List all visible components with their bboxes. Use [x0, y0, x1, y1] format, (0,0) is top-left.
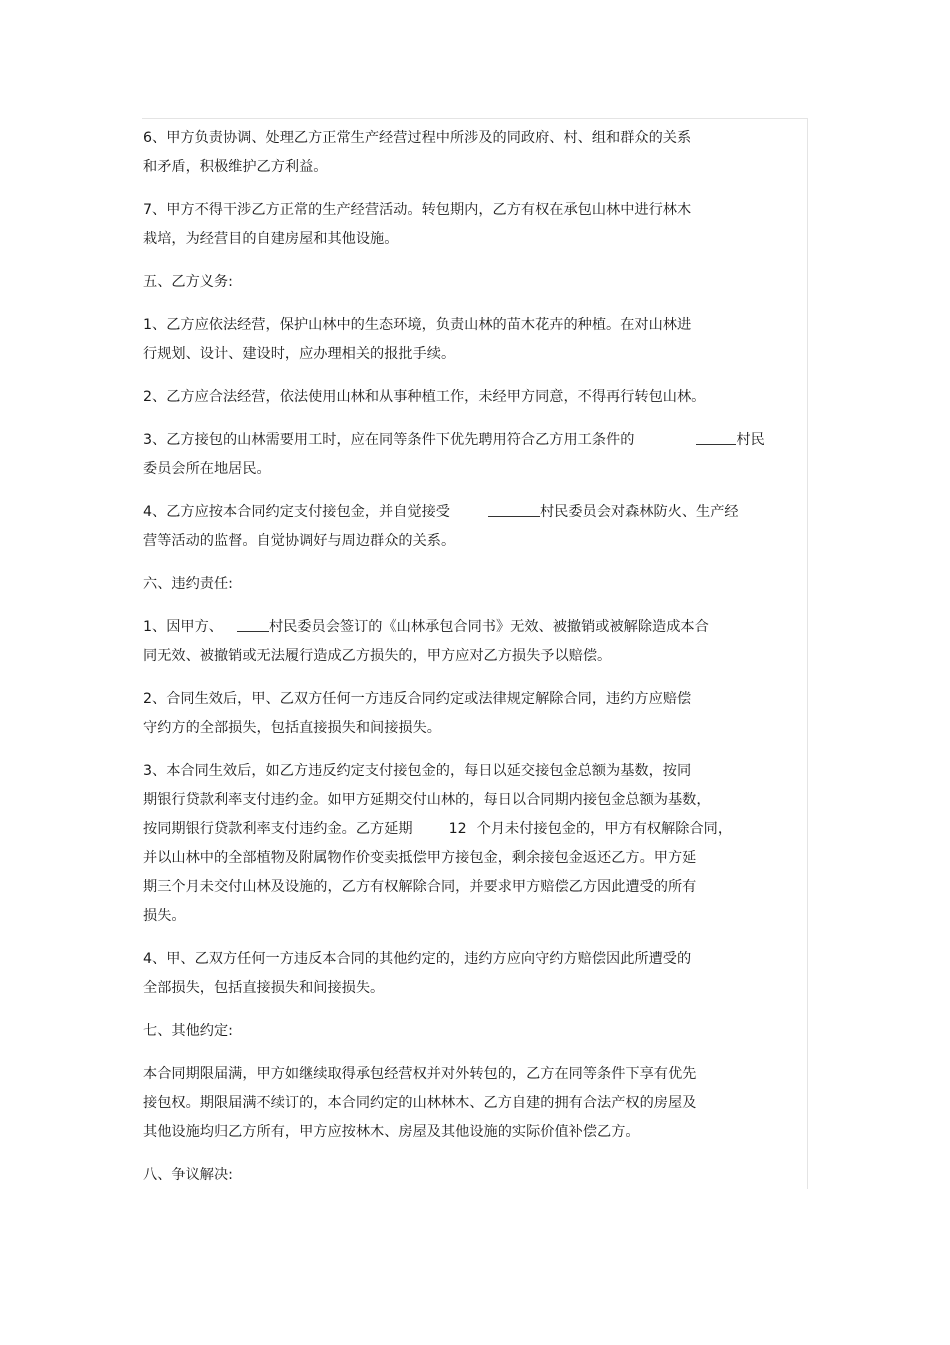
text-line: 损失。 [143, 908, 186, 924]
text-line [143, 815, 803, 844]
text-line: 委员会所在地居民。 [143, 461, 271, 477]
text-line: 7、甲方不得干涉乙方正常的生产经营活动。转包期内，乙方有权在承包山林中进行林木 [143, 202, 692, 218]
text-fragment: 4、乙方应按本合同约定支付接包金，并自觉接受 [143, 504, 450, 520]
section-heading-dispute-resolution: 八、争议解决: [143, 1167, 233, 1183]
text-fragment: 1、因甲方、 [143, 619, 223, 635]
document-body [143, 124, 803, 1204]
text-line [143, 613, 803, 642]
liability-4 [143, 945, 803, 1003]
text-line: 期银行贷款利率支付违约金。如甲方延期交付山林的，每日以合同期内接包金总额为基数， [143, 792, 711, 808]
text-line: 1、乙方应依法经营，保护山林中的生态环境，负责山林的苗木花卉的种植。在对山林进 [143, 317, 692, 333]
text-line: 守约方的全部损失，包括直接损失和间接损失。 [143, 720, 441, 736]
text-line: 同无效、被撤销或无法履行造成乙方损失的，甲方应对乙方损失予以赔偿。 [143, 648, 612, 664]
clause-6 [143, 124, 803, 182]
text-line: 本合同期限届满，甲方如继续取得承包经营权并对外转包的，乙方在同等条件下享有优先 [143, 1066, 697, 1082]
blank-underline [696, 429, 736, 445]
section-heading-party-b-obligations: 五、乙方义务: [143, 274, 233, 290]
section-heading-liability: 六、违约责任: [143, 576, 233, 592]
liability-3 [143, 757, 803, 931]
text-fragment: 个月未付接包金的，甲方有权解除合同， [476, 821, 733, 837]
text-line: 和矛盾，积极维护乙方利益。 [143, 159, 328, 175]
obligation-2 [143, 383, 803, 412]
blank-underline [488, 501, 540, 517]
text-line: 营等活动的监督。自觉协调好与周边群众的关系。 [143, 533, 456, 549]
text-line: 栽培，为经营目的自建房屋和其他设施。 [143, 231, 399, 247]
text-line: 全部损失，包括直接损失和间接损失。 [143, 980, 385, 996]
text-line: 并以山林中的全部植物及附属物作价变卖抵偿甲方接包金，剩余接包金返还乙方。甲方延 [143, 850, 697, 866]
text-line: 6、甲方负责协调、处理乙方正常生产经营过程中所涉及的同政府、村、组和群众的关系 [143, 130, 692, 146]
text-line: 行规划、设计、建设时，应办理相关的报批手续。 [143, 346, 456, 362]
text-line [143, 426, 803, 455]
section-heading-other-terms: 七、其他约定: [143, 1023, 233, 1039]
obligation-4 [143, 498, 803, 556]
months-number: 12 [448, 821, 467, 837]
text-line: 2、乙方应合法经营，依法使用山林和从事种植工作，未经甲方同意，不得再行转包山林。 [143, 389, 706, 405]
text-line: 4、甲、乙双方任何一方违反本合同的其他约定的，违约方应向守约方赔偿因此所遭受的 [143, 951, 692, 967]
text-line: 其他设施均归乙方所有，甲方应按林木、房屋及其他设施的实际价值补偿乙方。 [143, 1124, 640, 1140]
text-fragment: 村民委员会对森林防火、生产经 [539, 504, 739, 520]
blank-underline [237, 616, 269, 632]
liability-1 [143, 613, 803, 671]
text-fragment: 村民委员会签订的《山林承包合同书》无效、被撤销或被解除造成本合 [268, 619, 709, 635]
text-fragment: 按同期银行贷款利率支付违约金。乙方延期 [143, 821, 413, 837]
other-terms-body [143, 1060, 803, 1147]
text-fragment: 3、乙方接包的山林需要用工时，应在同等条件下优先聘用符合乙方用工条件的 [143, 432, 635, 448]
text-fragment: 村民 [736, 432, 765, 448]
text-line: 3、本合同生效后，如乙方违反约定支付接包金的，每日以延交接包金总额为基数，按同 [143, 763, 692, 779]
liability-2 [143, 685, 803, 743]
text-line: 2、合同生效后，甲、乙双方任何一方违反合同约定或法律规定解除合同，违约方应赔偿 [143, 691, 692, 707]
obligation-3 [143, 426, 803, 484]
text-line [143, 498, 803, 527]
text-line: 接包权。期限届满不续订的，本合同约定的山林林木、乙方自建的拥有合法产权的房屋及 [143, 1095, 697, 1111]
text-line: 期三个月未交付山林及设施的，乙方有权解除合同，并要求甲方赔偿乙方因此遭受的所有 [143, 879, 697, 895]
clause-7 [143, 196, 803, 254]
obligation-1 [143, 311, 803, 369]
